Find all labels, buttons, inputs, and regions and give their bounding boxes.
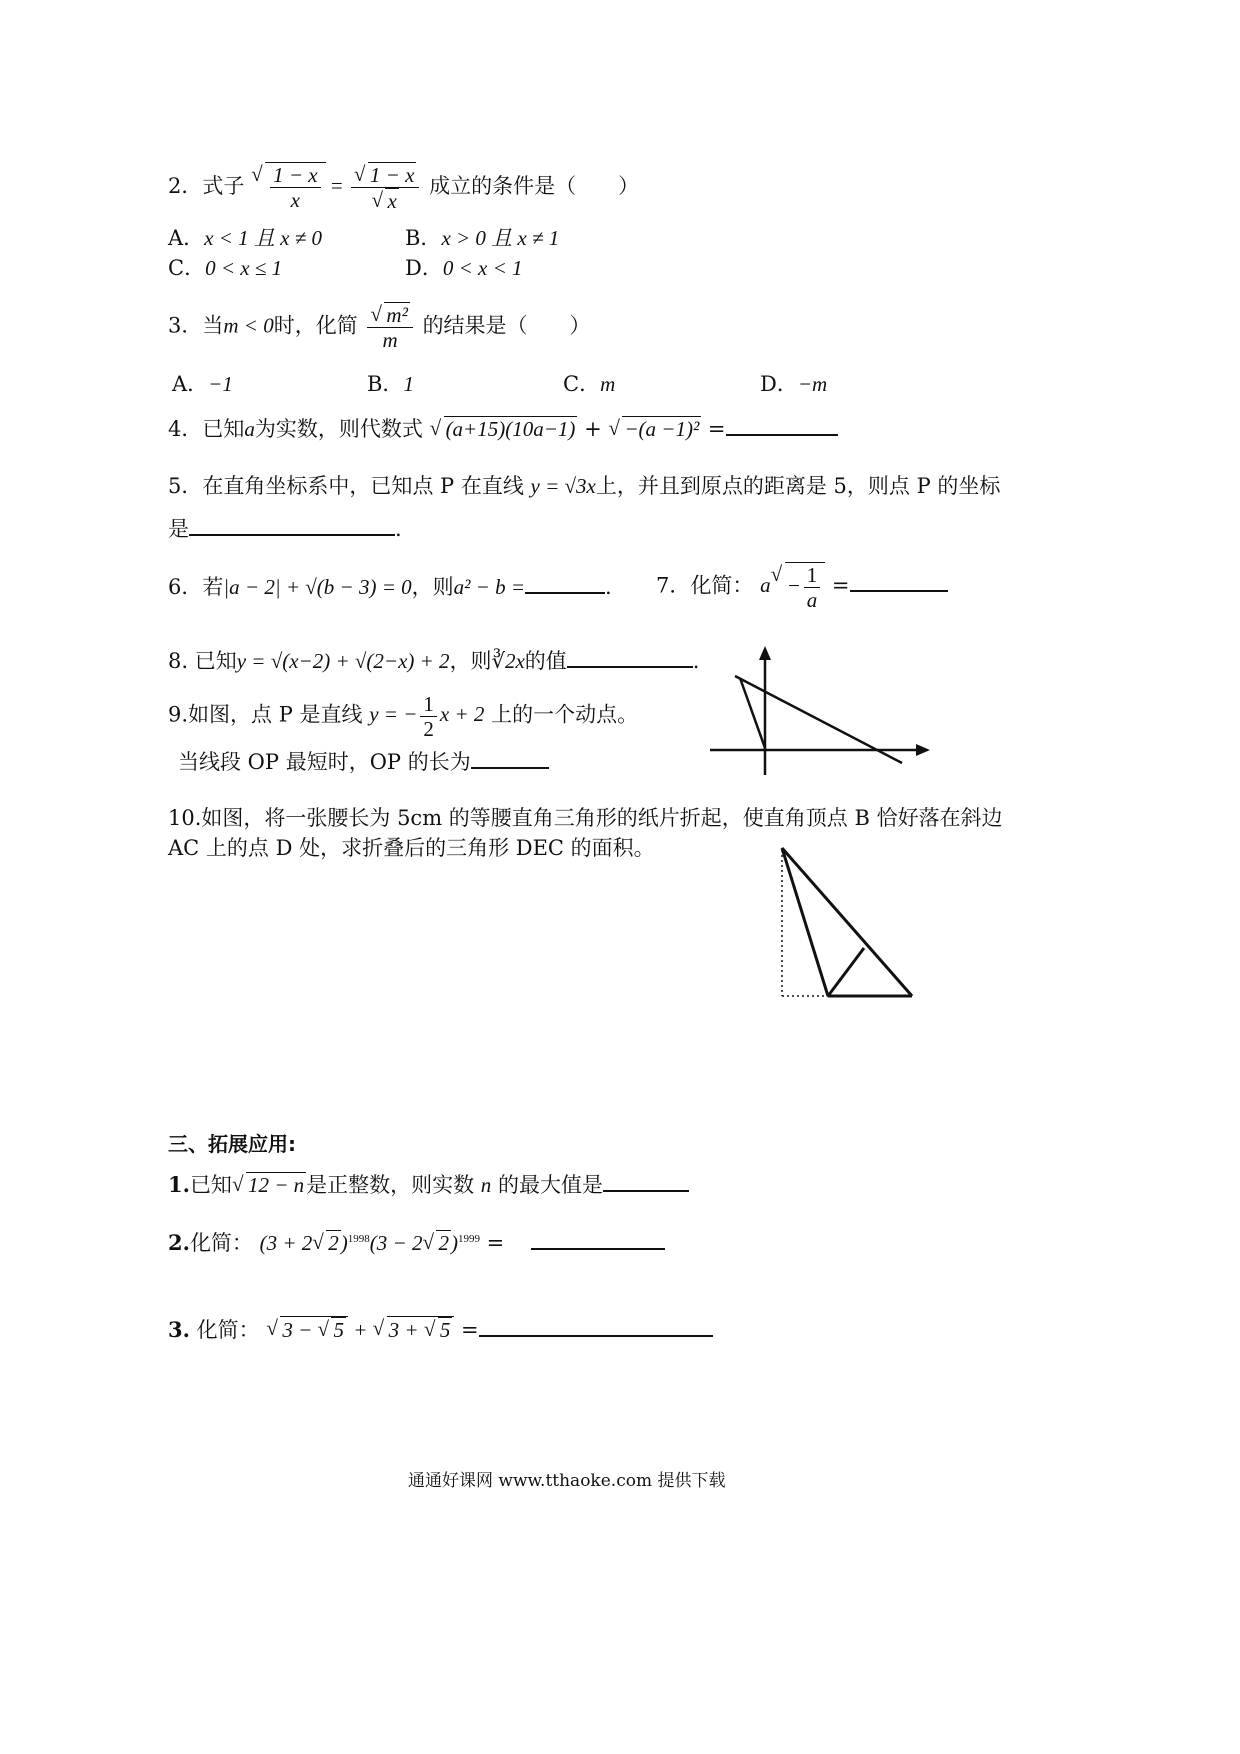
q3-fraction: √ m² m (367, 302, 412, 352)
q5-answer-blank[interactable] (189, 516, 395, 536)
q3-stem: 3．当m < 0时，化简 √ m² m 的结果是（ ） (168, 302, 591, 353)
q3-option-c: C．m (563, 372, 616, 396)
e1-answer-blank[interactable] (603, 1172, 689, 1192)
extension-q1: 1.已知 √ 12 − n是正整数，则实数 n 的最大值是 (168, 1172, 689, 1198)
q5-line1: 5．在直角坐标系中，已知点 P 在直线 y = √3x上，并且到原点的距离是 5，则点 P 的坐标 (168, 474, 1001, 498)
q10-line2: AC 上的点 D 处，求折叠后的三角形 DEC 的面积。 (168, 836, 655, 860)
q9-line2: 当线段 OP 最短时，OP 的长为 (178, 749, 549, 775)
q7-answer-blank[interactable] (850, 572, 948, 592)
q2-number: 2． (168, 174, 203, 199)
q8-stem: 8. 已知y = √(x−2) + √(2−x) + 2，则∛2x的值 . (168, 649, 700, 673)
q2-lead: 式子 (202, 174, 245, 199)
e3-expression: √ 3 − √ 5 + √ 3 + √ 5 (266, 1318, 454, 1342)
q7-stem: 7．化简： a √ − $\frac{1}{a}$ = (656, 562, 948, 612)
q6-answer-blank[interactable] (525, 574, 605, 594)
q9-coordinate-figure (700, 640, 940, 780)
q2-stem (168, 162, 639, 213)
q3-option-b: B．1 (367, 372, 414, 396)
q2-option-d: D．0 < x < 1 (405, 256, 523, 280)
q3-option-a: A．−1 (172, 372, 233, 396)
q9-y-arrow (759, 646, 771, 660)
q3-option-d: D．−m (760, 372, 828, 396)
q10-triangle-figure (770, 840, 920, 1005)
q4-stem: 4．已知a为实数，则代数式 √ (a+15)(10a−1) + √ −(a −1)² = (168, 416, 838, 442)
q10-line1: 10.如图，将一张腰长为 5cm 的等腰直角三角形的纸片折起，使直角顶点 B 恰好落在斜边 (168, 806, 1003, 830)
q4-answer-blank[interactable] (726, 416, 838, 436)
q9-line-equation: y = − $\frac{1}{2}$ x + 2 (369, 692, 485, 742)
q10-edge-ae (782, 848, 828, 996)
e3-answer-blank[interactable] (479, 1317, 713, 1337)
q2-formula: √ $\frac{1 - x}{x}$ = √ 1 − x √ x (251, 162, 422, 213)
q6-stem: 6．若|a − 2| + √(b − 3) = 0，则a² − b = . (168, 575, 612, 599)
q2-tail: 成立的条件是（ ） (429, 174, 640, 199)
q2-option-b: B．x > 0 且 x ≠ 1 (405, 226, 560, 250)
q4-root2: √ −(a −1)² (608, 416, 700, 441)
q10-edge-ac (782, 848, 912, 996)
section3-title: 三、拓展应用: (168, 1132, 296, 1156)
q2-option-c: C．0 < x ≤ 1 (168, 256, 283, 280)
e1-root: √ 12 − n (231, 1172, 305, 1197)
q8-answer-blank[interactable] (567, 648, 693, 668)
e2-answer-blank[interactable] (531, 1230, 665, 1250)
q5-line2: 是 . (168, 517, 402, 541)
q7-formula: a √ − $\frac{1}{a}$ (760, 573, 825, 597)
extension-q3: 3. 化简： √ 3 − √ 5 + √ 3 + √ 5 = (168, 1316, 713, 1343)
q3-condition: m < 0 (223, 313, 274, 338)
e2-expression: (3 + 2 √ 2)$^{1998}$(3 − 2 √ 2)$^{1999}$ (259, 1230, 480, 1255)
q10-edge-ed (828, 948, 864, 996)
q9-answer-blank[interactable] (471, 749, 549, 769)
q2-option-a: A．x < 1 且 x ≠ 0 (168, 226, 323, 250)
q9-x-arrow (916, 744, 930, 756)
q4-root1: √ (a+15)(10a−1) (429, 416, 576, 441)
extension-q2: 2.化简： (3 + 2 √ 2)$^{1998}$(3 − 2 √ 2)$^{1999}$ = (168, 1230, 665, 1256)
page-footer: 通通好课网 www.tthaoke.com 提供下载 (408, 1471, 726, 1491)
q9-line1: 9.如图，点 P 是直线 y = − $\frac{1}{2}$ x + 2 上的一个动点。 (168, 692, 639, 742)
